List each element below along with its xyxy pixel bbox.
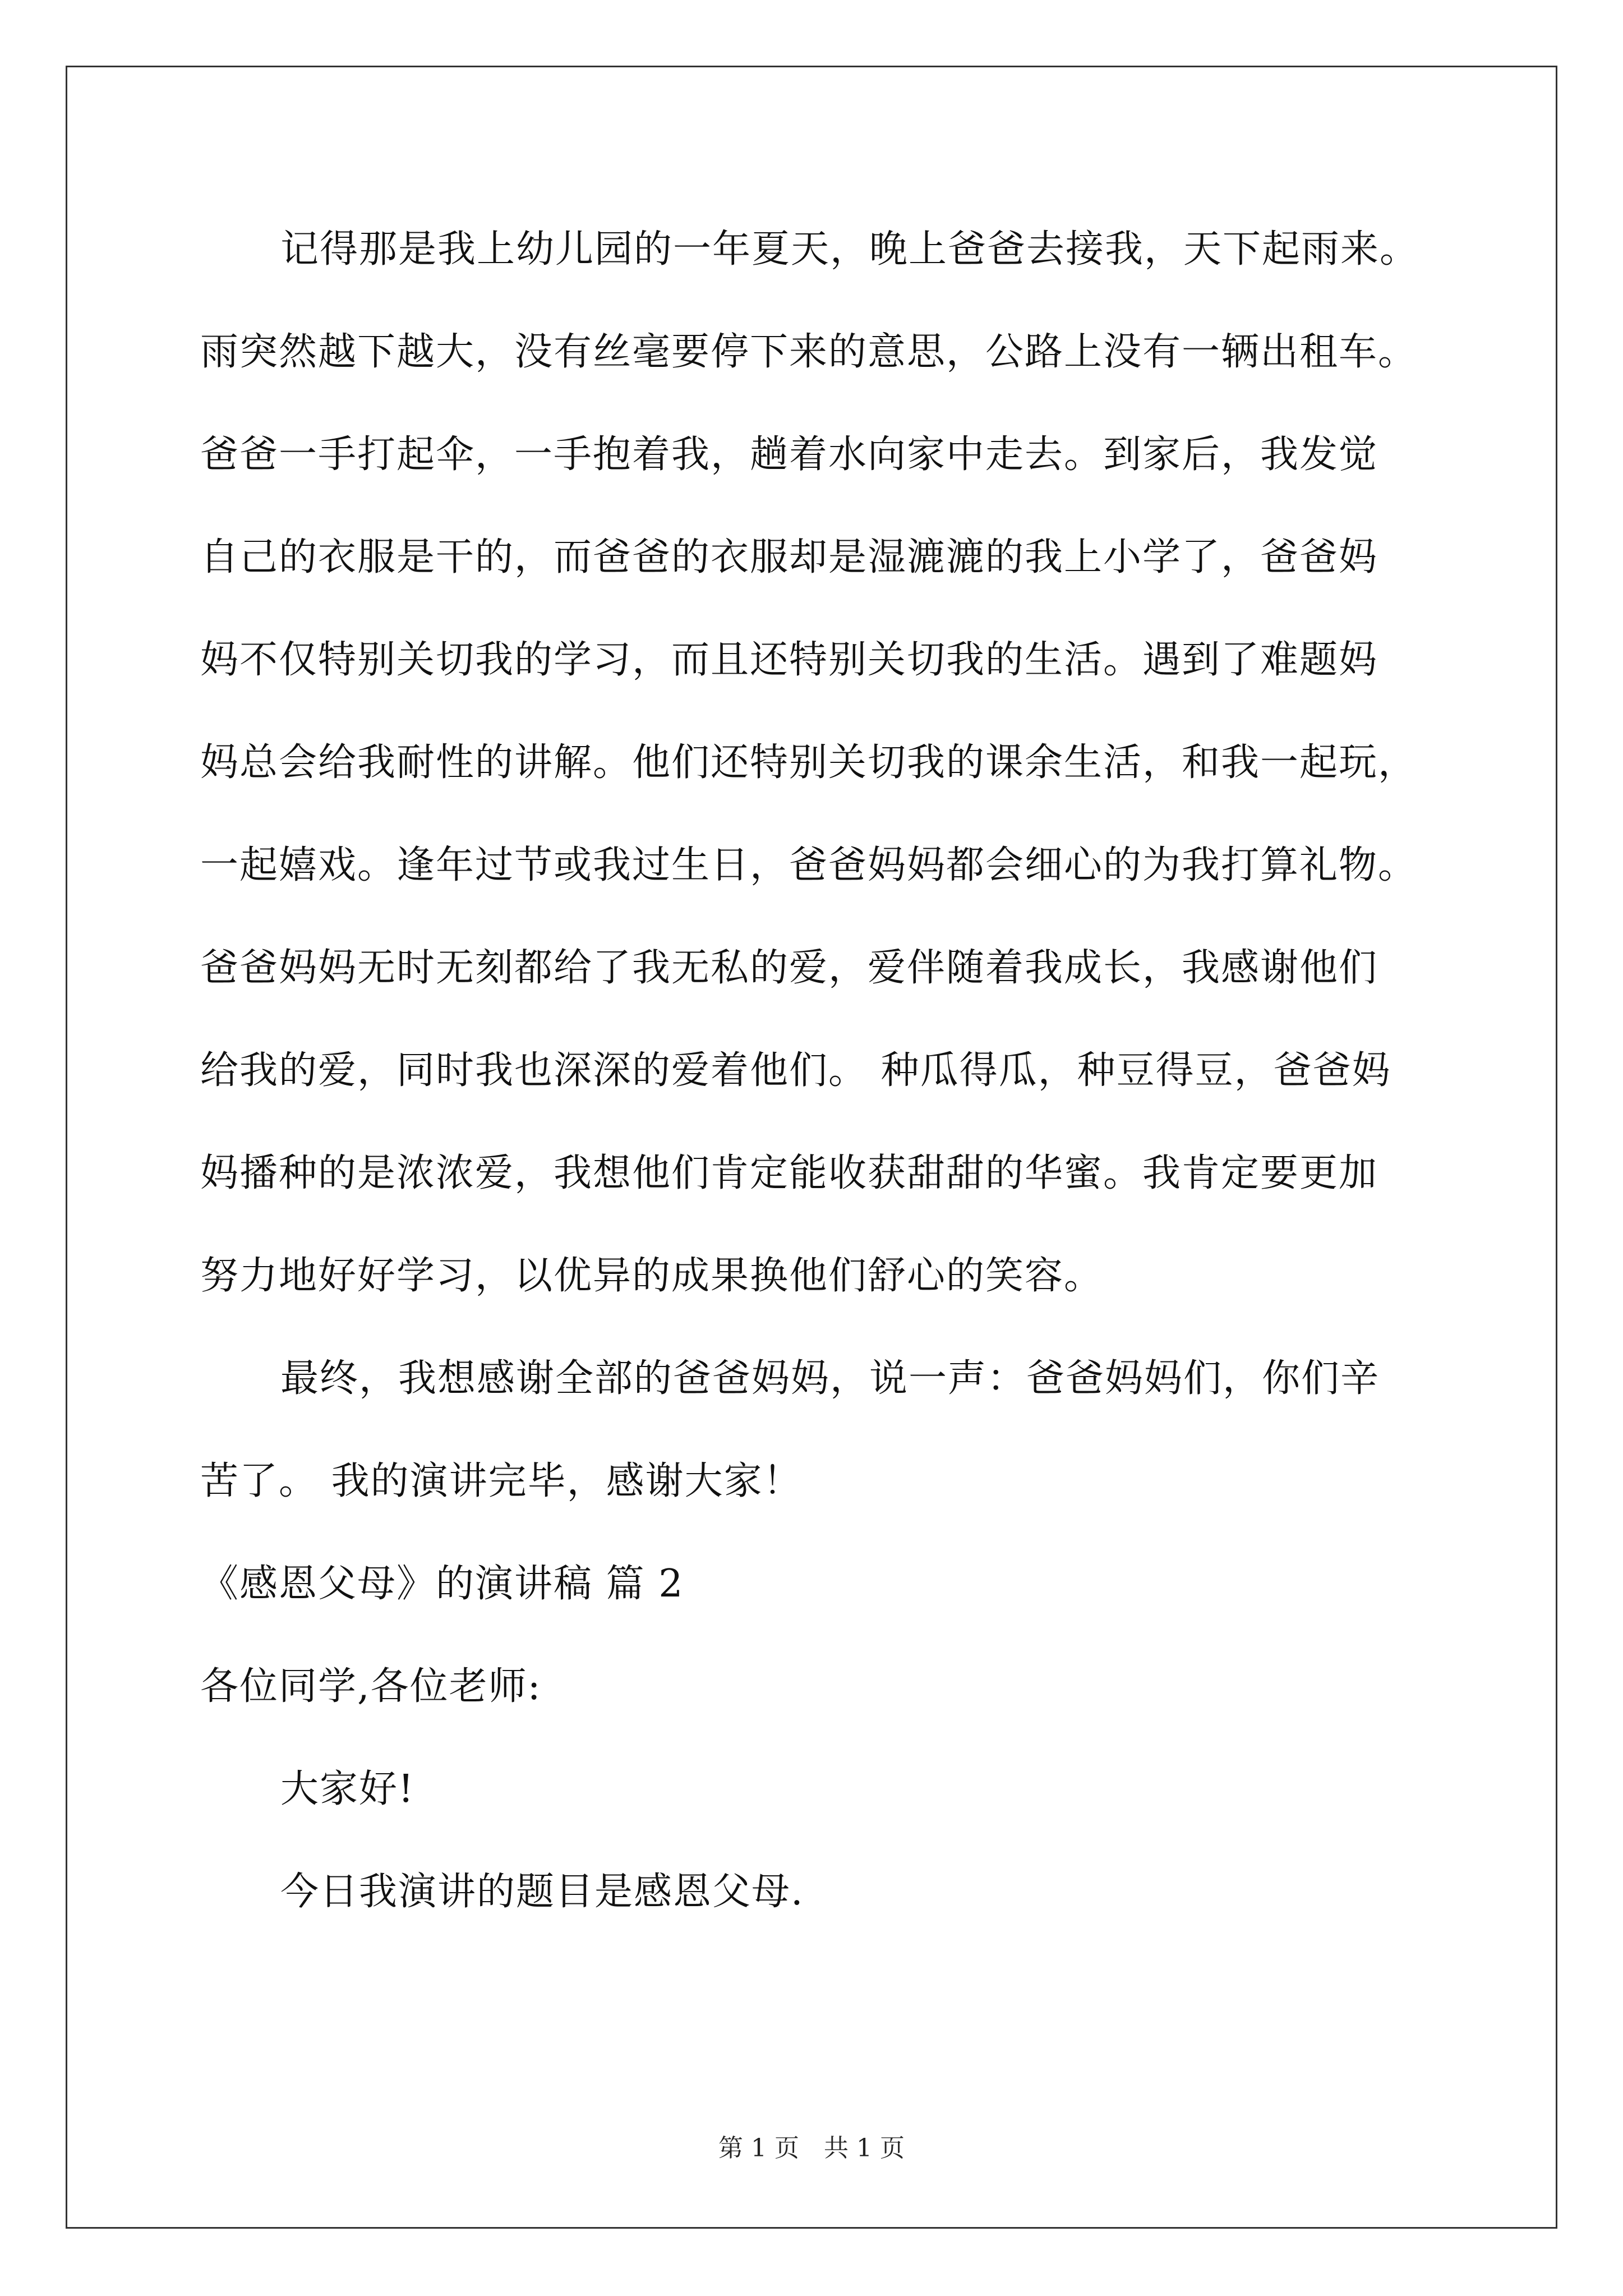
body-text-line: 妈播种的是浓浓爱，我想他们肯定能收获甜甜的华蜜。我肯定要更加 <box>200 1151 1378 1195</box>
body-text-line: 努力地好好学习，以优异的成果换他们舒心的笑容。 <box>200 1254 1104 1298</box>
body-text-line: 自己的衣服是干的，而爸爸的衣服却是湿漉漉的我上小学了，爸爸妈 <box>200 535 1378 579</box>
page-footer: 第 1 页 共 1 页 <box>718 2134 905 2162</box>
body-text-line: 最终，我想感谢全部的爸爸妈妈，说一声：爸爸妈妈们，你们辛 <box>280 1356 1380 1401</box>
salutation: 各位同学,各位老师: <box>200 1664 542 1709</box>
body-text-line: 雨突然越下越大，没有丝毫要停下来的意思，公路上没有一辆出租车。 <box>200 330 1418 374</box>
body-text-line: 妈总会给我耐性的讲解。他们还特别关切我的课余生活，和我一起玩， <box>200 740 1418 785</box>
body-text-line: 苦了。 我的演讲完毕，感谢大家！ <box>200 1459 803 1503</box>
body-text-line: 爸爸一手打起伞，一手抱着我，趟着水向家中走去。到家后，我发觉 <box>200 432 1378 477</box>
greeting: 大家好! <box>280 1767 415 1811</box>
topic-line: 今日我演讲的题目是感恩父母. <box>280 1870 804 1914</box>
body-text-line: 记得那是我上幼儿园的一年夏天，晚上爸爸去接我，天下起雨来。 <box>280 227 1419 272</box>
body-text-line: 爸爸妈妈无时无刻都给了我无私的爱，爱伴随着我成长，我感谢他们 <box>200 946 1378 990</box>
body-text-line: 一起嬉戏。逢年过节或我过生日，爸爸妈妈都会细心的为我打算礼物。 <box>200 843 1418 887</box>
section-title: 《感恩父母》的演讲稿 篇 2 <box>200 1562 684 1606</box>
body-text-line: 妈不仅特别关切我的学习，而且还特别关切我的生活。遇到了难题妈 <box>200 638 1378 682</box>
body-text-line: 给我的爱，同时我也深深的爱着他们。 种瓜得瓜，种豆得豆，爸爸妈 <box>200 1048 1391 1093</box>
